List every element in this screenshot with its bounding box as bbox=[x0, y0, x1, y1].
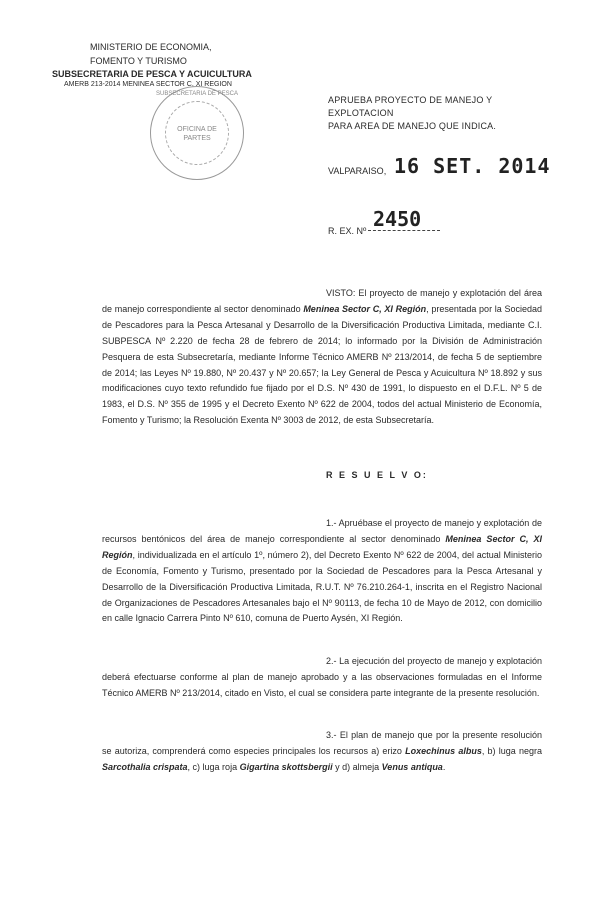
subsecretaria-name: SUBSECRETARIA DE PESCA Y ACUICULTURA bbox=[52, 69, 252, 79]
rex-label: R. EX. Nº bbox=[328, 226, 367, 236]
ministry-name: MINISTERIO DE ECONOMIA, bbox=[90, 42, 212, 52]
seal-ring-text: SUBSECRETARIA DE PESCA bbox=[156, 91, 238, 97]
date-stamp: 16 SET. 2014 bbox=[394, 154, 551, 178]
article-2: 2.- La ejecución del proyecto de manejo y explotación deberá efectuarse conforme al plan de manejo aprobado y a las observaciones formuladas en el Informe Técnico AMERB Nº 213/2014, citado en Visto, el cual se considera parte integrante de la presente resolución. bbox=[102, 656, 542, 698]
resuelvo-heading: R E S U E L V O: bbox=[326, 470, 428, 480]
seal-center-line1: OFICINA DE bbox=[177, 126, 217, 133]
rex-number: 2450 bbox=[373, 207, 422, 231]
seal-center-line2: PARTES bbox=[183, 135, 211, 142]
subject-line2: PARA AREA DE MANEJO QUE INDICA. bbox=[328, 121, 497, 131]
place: VALPARAISO, bbox=[328, 166, 387, 176]
article-1: 1.- Apruébase el proyecto de manejo y explotación de recursos bentónicos del área de manejo correspondiente al sector denominado Meninea Sector C, XI Región, individualizada en el artículo 1º, número 2), del Decreto Exento Nº 622 de 2004, del actual Ministerio de Economía, Fomento y Turismo, presentado por la Sociedad de Pescadores para la Pesca Artesanal y Desarrollo de la Diversificación Productiva Limitada, R.U.T. Nº 76.210.264-1, inscrita en el Registro Nacional de Organizaciones de Pescadores Artesanales bajo el Nº 90113, de fecha 10 de Mayo de 2012, con domicilio en calle Ignacio Carrera Pinto Nº 610, comuna de Puerto Aysén, XI Región. bbox=[102, 518, 542, 624]
article-3: 3.- El plan de manejo que por la presente resolución se autoriza, comprenderá como especies principales los recursos a) erizo Loxechinus albus, b) luga negra Sarcothalia crispata, c) luga roja Gigartina skottsbergii y d) almeja Venus antiqua. bbox=[102, 730, 542, 772]
office-seal bbox=[150, 86, 244, 180]
subject-line1: APRUEBA PROYECTO DE MANEJO Y EXPLOTACION bbox=[328, 95, 493, 118]
visto-paragraph: VISTO: El proyecto de manejo y explotación del área de manejo correspondiente al sector denominado Meninea Sector C, XI Región, presentada por la Sociedad de Pescadores para la Pesca Artesanal y Desarrollo de la Diversificación Productiva Limitada, mediante C.I. SUBPESCA Nº 2.220 de fecha 28 de febrero de 2014; lo informado por la División de Administración Pesquera de esta Subsecretaría, mediante Informe Técnico AMERB Nº 213/2014, de fecha 5 de septiembre de 2014; las Leyes Nº 19.880, Nº 20.437 y Nº 20.657; la Ley General de Pesca y Acuicultura Nº 18.892 y sus modificaciones cuyo texto refundido fue fijado por el D.S. Nº 430 de 1991, lo dispuesto en el D.F.L. Nº 5 de 1983, el D.S. Nº 355 de 1995 y el Decreto Exento Nº 622 de 2004, todos del actual Ministerio de Economía, Fomento y Turismo; la Resolución Exenta Nº 3003 de 2012, de esta Subsecretaría. bbox=[102, 288, 542, 426]
ministry-subname: FOMENTO Y TURISMO bbox=[90, 56, 187, 66]
subject bbox=[328, 94, 548, 133]
amerb-reference: AMERB 213-2014 MENINEA SECTOR C, XI REGION bbox=[64, 81, 232, 88]
